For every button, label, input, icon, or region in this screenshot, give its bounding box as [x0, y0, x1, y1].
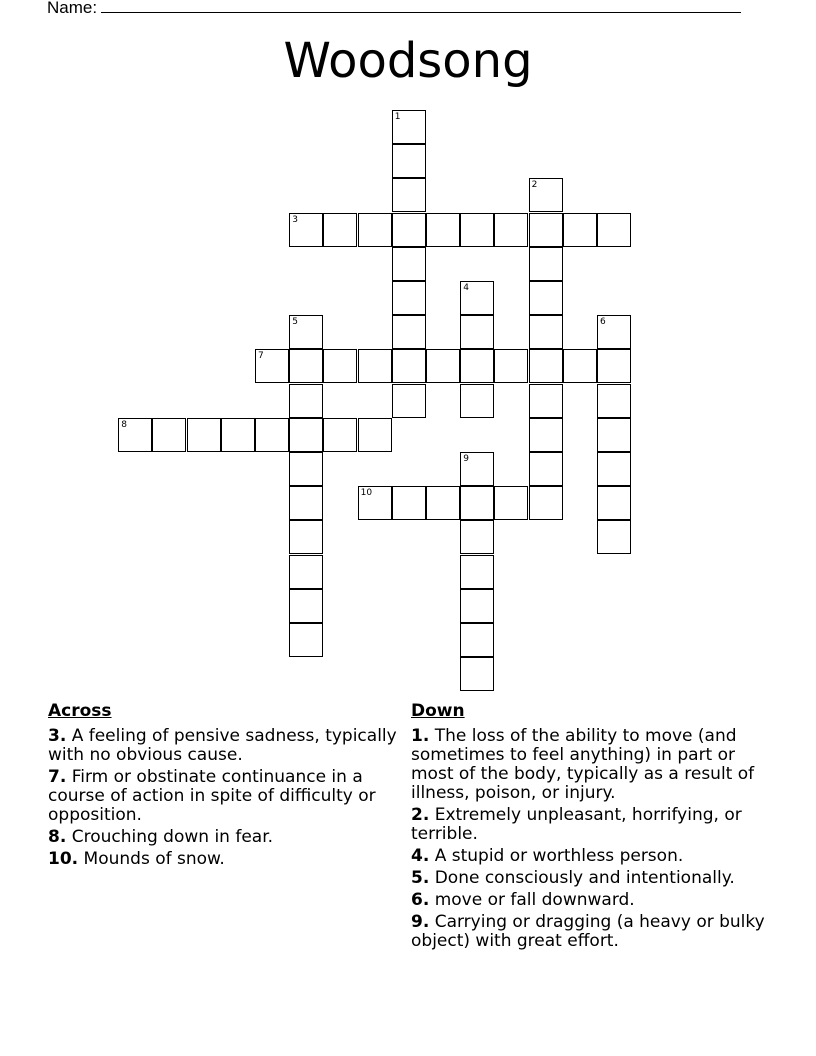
across-clue: 10. Mounds of snow.: [48, 849, 225, 869]
grid-cell[interactable]: [323, 213, 357, 247]
grid-cell[interactable]: [289, 315, 323, 349]
grid-cell[interactable]: [392, 315, 426, 349]
down-clue: 6. move or fall downward.: [411, 890, 635, 910]
grid-cell[interactable]: [323, 418, 357, 452]
grid-cell[interactable]: [289, 418, 323, 452]
clue-number: 5: [292, 317, 298, 328]
grid-cell[interactable]: [529, 486, 563, 520]
grid-cell[interactable]: [392, 247, 426, 281]
grid-cell[interactable]: [494, 486, 528, 520]
down-clues: [411, 702, 771, 954]
grid-cell[interactable]: [323, 349, 357, 383]
clue-number: 9: [463, 454, 469, 464]
grid-cell[interactable]: [529, 247, 563, 281]
down-clue: 5. Done consciously and intentionally.: [411, 868, 735, 888]
grid-cell[interactable]: [460, 486, 494, 520]
grid-cell[interactable]: [255, 418, 289, 452]
grid-cell[interactable]: [187, 418, 221, 452]
grid-cell[interactable]: [460, 520, 494, 554]
grid-cell[interactable]: [597, 452, 631, 486]
grid-cell[interactable]: [255, 349, 289, 383]
grid-cell[interactable]: [597, 418, 631, 452]
grid-cell[interactable]: [460, 384, 494, 418]
grid-cell[interactable]: [289, 213, 323, 247]
across-clues: [48, 702, 403, 872]
grid-cell[interactable]: [529, 452, 563, 486]
grid-cell[interactable]: [597, 520, 631, 554]
grid-cell[interactable]: [392, 144, 426, 178]
grid-cell[interactable]: [529, 178, 563, 212]
grid-cell[interactable]: [597, 384, 631, 418]
grid-cell[interactable]: [460, 281, 494, 315]
grid-cell[interactable]: [392, 178, 426, 212]
grid-cell[interactable]: [597, 486, 631, 520]
grid-cell[interactable]: [392, 110, 426, 144]
grid-cell[interactable]: [392, 349, 426, 383]
clue-number: 2: [531, 180, 538, 191]
grid-cell[interactable]: [289, 520, 323, 554]
grid-cell[interactable]: [392, 384, 426, 418]
name-blank-line: [101, 0, 741, 13]
grid-cell[interactable]: [358, 349, 392, 383]
clue-number: 8: [121, 419, 127, 430]
grid-cell[interactable]: [289, 349, 323, 383]
grid-cell[interactable]: [358, 213, 392, 247]
name-label: Name:: [47, 0, 98, 17]
clue-number: 7: [258, 351, 264, 362]
grid-cell[interactable]: [358, 418, 392, 452]
grid-cell[interactable]: [392, 281, 426, 315]
grid-cell[interactable]: [289, 452, 323, 486]
across-clue: 7. Firm or obstinate continuance in a course of action in spite of difficulty or opposition.: [48, 767, 376, 825]
page-title: Woodsong: [283, 33, 533, 89]
clue-number: 1: [394, 112, 401, 122]
grid-cell[interactable]: [597, 349, 631, 383]
down-heading: Down: [411, 701, 465, 721]
grid-cell[interactable]: [529, 384, 563, 418]
grid-cell[interactable]: [529, 349, 563, 383]
grid-cell[interactable]: [392, 486, 426, 520]
grid-cell[interactable]: [529, 281, 563, 315]
clue-number: 4: [463, 283, 469, 293]
across-clue: 3. A feeling of pensive sadness, typically with no obvious cause.: [48, 726, 397, 765]
grid-cell[interactable]: [494, 349, 528, 383]
grid-cell[interactable]: [563, 213, 597, 247]
down-clue: 1. The loss of the ability to move (and sometimes to feel anything) in part or most of the body, typically as a result of illness, poison, or injury.: [411, 726, 755, 803]
grid-cell[interactable]: [289, 555, 323, 589]
grid-cell[interactable]: [118, 418, 152, 452]
grid-cell[interactable]: [460, 349, 494, 383]
down-clue: 2. Extremely unpleasant, horrifying, or terrible.: [411, 805, 742, 844]
grid-cell[interactable]: [460, 589, 494, 623]
grid-cell[interactable]: [289, 623, 323, 657]
grid-cell[interactable]: [460, 657, 494, 691]
grid-cell[interactable]: [494, 213, 528, 247]
grid-cell[interactable]: [221, 418, 255, 452]
grid-cell[interactable]: [460, 555, 494, 589]
grid-cell[interactable]: [358, 486, 392, 520]
clue-number: 6: [600, 317, 606, 328]
grid-cell[interactable]: [460, 452, 494, 486]
grid-cell[interactable]: [597, 315, 631, 349]
grid-cell[interactable]: [426, 486, 460, 520]
grid-cell[interactable]: [152, 418, 186, 452]
grid-cell[interactable]: [289, 384, 323, 418]
grid-cell[interactable]: [289, 486, 323, 520]
grid-cell[interactable]: [529, 315, 563, 349]
name-field: [47, 0, 741, 18]
down-clue: 9. Carrying or dragging (a heavy or bulky object) with great effort.: [411, 912, 765, 951]
grid-cell[interactable]: [597, 213, 631, 247]
grid-cell[interactable]: [563, 349, 597, 383]
grid-cell[interactable]: [529, 213, 563, 247]
grid-cell[interactable]: [426, 349, 460, 383]
grid-cell[interactable]: [289, 589, 323, 623]
grid-cell[interactable]: [426, 213, 460, 247]
across-heading: Across: [48, 701, 112, 721]
down-clue: 4. A stupid or worthless person.: [411, 846, 684, 866]
grid-cell[interactable]: [392, 213, 426, 247]
grid-cell[interactable]: [529, 418, 563, 452]
grid-cell[interactable]: [460, 623, 494, 657]
across-clue: 8. Crouching down in fear.: [48, 827, 274, 847]
clue-number: 10: [360, 488, 373, 499]
grid-cell[interactable]: [460, 315, 494, 349]
clue-number: 3: [292, 214, 298, 225]
grid-cell[interactable]: [460, 213, 494, 247]
